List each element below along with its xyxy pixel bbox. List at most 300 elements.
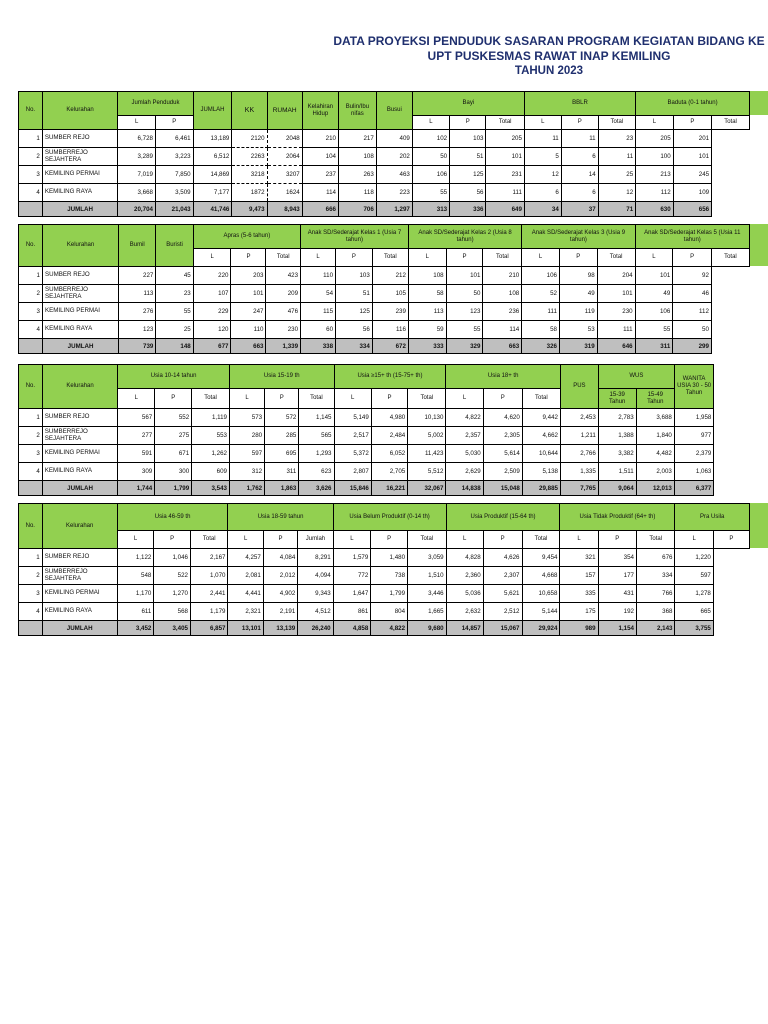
total-label: JUMLAH	[42, 621, 117, 636]
data-cell: 111	[597, 321, 635, 339]
data-cell: 1872	[232, 184, 267, 202]
total-cell: 3,543	[192, 481, 230, 496]
header-total: Total	[299, 389, 334, 409]
header-l: L	[412, 116, 449, 130]
data-cell: 4,980	[371, 409, 407, 427]
total-cell: 313	[412, 202, 449, 217]
data-cell: 108	[483, 285, 522, 303]
data-cell: 110	[231, 321, 266, 339]
data-cell: 2048	[267, 130, 302, 148]
data-cell: 977	[674, 427, 713, 445]
header-usia-tidak-produktif: Usia Tidak Produktif (64+ th)	[560, 504, 675, 531]
header-jumlah-penduduk: Jumlah Penduduk	[118, 92, 193, 116]
data-cell: 1,647	[333, 585, 371, 603]
data-cell: 5,621	[483, 585, 522, 603]
total-cell: 663	[231, 339, 266, 354]
header-p: P	[155, 116, 193, 130]
data-cell: 101	[673, 148, 711, 166]
total-cell: 7,765	[560, 481, 598, 496]
total-cell: 21,043	[155, 202, 193, 217]
data-cell: 1,179	[190, 603, 228, 621]
header-l: L	[334, 389, 371, 409]
data-cell: 114	[302, 184, 338, 202]
data-cell: 9,442	[522, 409, 560, 427]
header-p: P	[559, 249, 597, 267]
data-cell: 1624	[267, 184, 302, 202]
total-cell: 37	[561, 202, 598, 217]
data-cell: 112	[673, 303, 712, 321]
data-cell: 56	[450, 184, 486, 202]
data-cell: 7,177	[193, 184, 232, 202]
total-cell: 9,473	[232, 202, 267, 217]
row-number: 2	[19, 567, 43, 585]
total-cell: 3,405	[154, 621, 191, 636]
data-cell: 103	[336, 267, 373, 285]
total-cell: 336	[450, 202, 486, 217]
table-row	[19, 166, 750, 184]
data-cell: 55	[156, 303, 193, 321]
header-kelurahan: Kelurahan	[43, 225, 119, 267]
data-cell: 100	[636, 148, 674, 166]
data-cell: 597	[229, 445, 264, 463]
data-cell: 10,658	[522, 585, 560, 603]
data-cell: 2,321	[228, 603, 263, 621]
data-cell: 5,030	[446, 445, 483, 463]
data-cell: 4,662	[522, 427, 560, 445]
data-cell: 2,081	[228, 567, 263, 585]
table-children	[18, 224, 750, 354]
table-adolescents	[18, 364, 750, 496]
data-cell: 105	[372, 285, 408, 303]
data-cell: 5	[524, 148, 561, 166]
data-cell: 25	[598, 166, 636, 184]
header-overflow	[750, 503, 768, 548]
data-cell: 275	[155, 427, 192, 445]
data-cell: 245	[673, 166, 711, 184]
data-cell: 423	[266, 267, 301, 285]
header-overflow	[750, 91, 768, 115]
header-l: L	[117, 531, 154, 549]
data-cell: 409	[376, 130, 412, 148]
header-wus-15-49: 15-49 Tahun	[636, 389, 674, 409]
header-kelas-5: Anak SD/Sederajat Kelas 5 (Usia 11 tahun)	[635, 225, 749, 249]
table-row	[19, 184, 750, 202]
header-p: P	[598, 531, 636, 549]
data-cell: 237	[302, 166, 338, 184]
data-cell: 231	[486, 166, 524, 184]
table-row	[19, 585, 750, 603]
data-cell: 101	[446, 267, 483, 285]
row-number: 4	[19, 603, 43, 621]
data-cell: 5,138	[522, 463, 560, 481]
total-cell: 9,680	[408, 621, 447, 636]
header-total: Total	[266, 249, 301, 267]
data-cell: 209	[266, 285, 301, 303]
data-cell: 12	[598, 184, 636, 202]
data-cell: 202	[376, 148, 412, 166]
data-cell: 51	[336, 285, 373, 303]
data-cell: 2,629	[446, 463, 483, 481]
total-cell: 14,857	[446, 621, 483, 636]
kelurahan-name: SUMBER REJO	[42, 409, 118, 427]
data-cell: 8,291	[298, 549, 333, 567]
data-cell: 2,484	[371, 427, 407, 445]
data-cell: 335	[560, 585, 598, 603]
data-cell: 23	[598, 130, 636, 148]
header-total: Total	[190, 531, 228, 549]
data-cell: 7,850	[155, 166, 193, 184]
data-cell: 2,705	[371, 463, 407, 481]
data-cell: 2,167	[190, 549, 228, 567]
data-cell: 4,084	[263, 549, 297, 567]
data-cell: 11	[598, 148, 636, 166]
total-cell: 71	[598, 202, 636, 217]
data-cell: 58	[522, 321, 560, 339]
header-p: P	[483, 389, 522, 409]
data-cell: 112	[636, 184, 674, 202]
data-cell: 116	[372, 321, 408, 339]
data-cell: 123	[446, 303, 483, 321]
data-cell: 113	[119, 285, 156, 303]
total-row	[19, 339, 750, 354]
data-cell: 1,046	[154, 549, 191, 567]
header-kelurahan: Kelurahan	[42, 365, 118, 409]
kelurahan-name: KEMILING PERMAI	[42, 585, 117, 603]
total-label: JUMLAH	[42, 481, 118, 496]
header-busui: Busui	[376, 92, 412, 130]
data-cell: 553	[192, 427, 230, 445]
table-row	[19, 445, 750, 463]
data-cell: 106	[635, 303, 673, 321]
data-cell: 2,783	[598, 409, 636, 427]
data-cell: 1,335	[560, 463, 598, 481]
data-cell: 2,632	[446, 603, 483, 621]
data-cell: 23	[156, 285, 193, 303]
total-cell: 14,838	[446, 481, 483, 496]
header-total: Total	[408, 531, 447, 549]
data-cell: 55	[412, 184, 449, 202]
total-cell: 649	[486, 202, 524, 217]
row-number: 4	[19, 184, 43, 202]
header-usia-produktif: Usia Produktif (15-64 th)	[446, 504, 560, 531]
data-cell: 10,644	[522, 445, 560, 463]
header-p: P	[336, 249, 373, 267]
data-cell: 463	[376, 166, 412, 184]
data-cell: 50	[412, 148, 449, 166]
data-cell: 1,799	[371, 585, 408, 603]
data-cell: 45	[156, 267, 193, 285]
data-cell: 5,512	[408, 463, 446, 481]
data-cell: 217	[338, 130, 376, 148]
header-l: L	[675, 531, 713, 549]
data-cell: 205	[486, 130, 524, 148]
data-cell: 4,257	[228, 549, 263, 567]
data-cell: 2,509	[483, 463, 522, 481]
header-kk: KK	[232, 92, 267, 130]
data-cell: 49	[635, 285, 673, 303]
header-total: Total	[522, 389, 560, 409]
data-cell: 52	[522, 285, 560, 303]
total-cell: 666	[302, 202, 338, 217]
data-cell: 804	[371, 603, 408, 621]
data-cell: 7,019	[118, 166, 156, 184]
data-cell: 220	[193, 267, 231, 285]
total-cell: 34	[524, 202, 561, 217]
data-cell: 4,094	[298, 567, 333, 585]
row-number: 1	[19, 130, 43, 148]
data-cell: 157	[560, 567, 598, 585]
row-number: 3	[19, 303, 43, 321]
data-cell: 9,454	[522, 549, 560, 567]
data-cell: 230	[266, 321, 301, 339]
report-subtitle: UPT PUSKESMAS RAWAT INAP KEMILING	[427, 49, 671, 63]
data-cell: 107	[193, 285, 231, 303]
table-row	[19, 603, 750, 621]
data-cell: 101	[486, 148, 524, 166]
total-cell: 656	[673, 202, 711, 217]
header-total: Total	[408, 389, 446, 409]
row-number: 1	[19, 267, 43, 285]
data-cell: 50	[673, 321, 712, 339]
total-cell: 1,799	[155, 481, 192, 496]
header-l: L	[333, 531, 371, 549]
data-cell: 676	[636, 549, 674, 567]
kelurahan-name: SUMBERREJO SEJAHTERA	[42, 567, 117, 585]
data-cell: 368	[636, 603, 674, 621]
data-cell: 311	[265, 463, 299, 481]
header-kelurahan: Kelurahan	[42, 92, 118, 130]
total-cell: 15,067	[483, 621, 522, 636]
data-cell: 2,191	[263, 603, 297, 621]
data-cell: 476	[266, 303, 301, 321]
header-kelahiran-hidup: Kelahiran Hidup	[302, 92, 338, 130]
data-cell: 3,382	[598, 445, 636, 463]
kelurahan-name: SUMBERREJO SEJAHTERA	[42, 427, 118, 445]
data-cell: 104	[302, 148, 338, 166]
data-cell: 203	[231, 267, 266, 285]
data-cell: 277	[118, 427, 155, 445]
data-cell: 5,002	[408, 427, 446, 445]
row-number: 2	[19, 427, 43, 445]
data-cell: 2,517	[334, 427, 371, 445]
kelurahan-name: KEMILING RAYA	[43, 321, 119, 339]
data-cell: 125	[336, 303, 373, 321]
data-cell: 3,688	[636, 409, 674, 427]
total-cell: 3,626	[299, 481, 334, 496]
data-cell: 13,189	[193, 130, 232, 148]
table-row	[19, 427, 750, 445]
data-cell: 695	[265, 445, 299, 463]
data-cell: 2,453	[560, 409, 598, 427]
total-cell: 3,755	[675, 621, 713, 636]
total-cell: 6,857	[190, 621, 228, 636]
kelurahan-name: KEMILING RAYA	[42, 603, 117, 621]
header-p: P	[371, 389, 407, 409]
header-l: L	[524, 116, 561, 130]
data-cell: 2,305	[483, 427, 522, 445]
data-cell: 300	[155, 463, 192, 481]
header-l: L	[228, 531, 263, 549]
data-cell: 3,446	[408, 585, 447, 603]
data-cell: 113	[408, 303, 446, 321]
table-row	[19, 567, 750, 585]
data-cell: 5,149	[334, 409, 371, 427]
header-kelurahan: Kelurahan	[42, 504, 117, 549]
data-cell: 212	[372, 267, 408, 285]
total-cell: 148	[156, 339, 193, 354]
table-row	[19, 321, 750, 339]
total-row	[19, 621, 750, 636]
data-cell: 2,360	[446, 567, 483, 585]
data-cell: 285	[265, 427, 299, 445]
total-row	[19, 202, 750, 217]
header-pus: PUS	[560, 365, 598, 409]
total-cell: 13,101	[228, 621, 263, 636]
data-cell: 6	[561, 148, 598, 166]
data-cell: 55	[446, 321, 483, 339]
data-cell: 5,614	[483, 445, 522, 463]
header-wus-15-39: 15-39 Tahun	[598, 389, 636, 409]
data-cell: 6,728	[118, 130, 156, 148]
header-p: P	[450, 116, 486, 130]
header-total: Total	[483, 249, 522, 267]
data-cell: 2,807	[334, 463, 371, 481]
total-row-blank	[19, 339, 43, 354]
data-cell: 280	[229, 427, 264, 445]
data-cell: 230	[597, 303, 635, 321]
kelurahan-name: SUMBER REJO	[43, 267, 119, 285]
row-number: 3	[19, 166, 43, 184]
data-cell: 861	[333, 603, 371, 621]
data-cell: 108	[338, 148, 376, 166]
data-cell: 431	[598, 585, 636, 603]
data-cell: 101	[597, 285, 635, 303]
data-cell: 548	[117, 567, 154, 585]
data-cell: 3218	[232, 166, 267, 184]
header-kelas-2: Anak SD/Sederajat Kelas 2 (Usia 8 tahun)	[408, 225, 521, 249]
header-p: P	[155, 389, 192, 409]
kelurahan-name: SUMBERREJO SEJAHTERA	[43, 285, 119, 303]
data-cell: 239	[372, 303, 408, 321]
data-cell: 312	[229, 463, 264, 481]
data-cell: 1,278	[675, 585, 713, 603]
data-cell: 120	[193, 321, 231, 339]
data-cell: 6,461	[155, 130, 193, 148]
total-cell: 1,762	[229, 481, 264, 496]
header-usia-10-14: Usia 10-14 tahun	[118, 365, 230, 389]
data-cell: 109	[673, 184, 711, 202]
data-cell: 213	[636, 166, 674, 184]
data-cell: 2064	[267, 148, 302, 166]
total-cell: 646	[597, 339, 635, 354]
total-cell: 630	[636, 202, 674, 217]
data-cell: 1,840	[636, 427, 674, 445]
data-cell: 5,372	[334, 445, 371, 463]
header-no: No.	[19, 365, 43, 409]
kelurahan-name: KEMILING PERMAI	[43, 303, 119, 321]
data-cell: 12	[524, 166, 561, 184]
table-population	[18, 91, 750, 217]
data-cell: 1,665	[408, 603, 447, 621]
table-row	[19, 303, 750, 321]
total-cell: 1,863	[265, 481, 299, 496]
data-cell: 106	[522, 267, 560, 285]
header-usia-belum-produktif: Usia Belum Produktif (0-14 th)	[333, 504, 446, 531]
data-cell: 2,379	[674, 445, 713, 463]
data-cell: 321	[560, 549, 598, 567]
data-cell: 2120	[232, 130, 267, 148]
data-cell: 177	[598, 567, 636, 585]
data-cell: 11	[524, 130, 561, 148]
data-cell: 3,223	[155, 148, 193, 166]
data-cell: 573	[229, 409, 264, 427]
kelurahan-name: KEMILING RAYA	[42, 463, 118, 481]
data-cell: 49	[559, 285, 597, 303]
total-cell: 1,339	[266, 339, 301, 354]
data-cell: 119	[559, 303, 597, 321]
data-cell: 2,766	[560, 445, 598, 463]
data-cell: 9,343	[298, 585, 333, 603]
header-overflow	[750, 224, 768, 266]
data-cell: 50	[446, 285, 483, 303]
total-cell: 3,452	[117, 621, 154, 636]
data-cell: 102	[412, 130, 449, 148]
data-cell: 201	[673, 130, 711, 148]
data-cell: 3,509	[155, 184, 193, 202]
data-cell: 6	[561, 184, 598, 202]
data-cell: 4,512	[298, 603, 333, 621]
header-l: L	[301, 249, 336, 267]
total-cell: 2,143	[636, 621, 674, 636]
data-cell: 114	[483, 321, 522, 339]
data-cell: 210	[483, 267, 522, 285]
data-cell: 11	[561, 130, 598, 148]
data-cell: 1,270	[154, 585, 191, 603]
table-adults	[18, 503, 750, 636]
data-cell: 227	[119, 267, 156, 285]
header-total: Total	[711, 249, 749, 267]
report-title: DATA PROYEKSI PENDUDUK SASARAN PROGRAM KEGIATAN BIDANG KE	[333, 34, 765, 48]
header-bumil: Bumil	[119, 225, 156, 267]
kelurahan-name: SUMBERREJO SEJAHTERA	[42, 148, 118, 166]
data-cell: 247	[231, 303, 266, 321]
data-cell: 6	[524, 184, 561, 202]
table-row	[19, 285, 750, 303]
header-p: P	[673, 249, 712, 267]
row-number: 2	[19, 285, 43, 303]
data-cell: 766	[636, 585, 674, 603]
data-cell: 53	[559, 321, 597, 339]
header-p: P	[673, 116, 711, 130]
data-cell: 1,579	[333, 549, 371, 567]
header-total: Total	[192, 389, 230, 409]
data-cell: 671	[155, 445, 192, 463]
data-cell: 101	[231, 285, 266, 303]
data-cell: 1,070	[190, 567, 228, 585]
population-table	[18, 91, 750, 217]
header-l: L	[118, 116, 156, 130]
total-cell: 13,139	[263, 621, 297, 636]
data-cell: 58	[408, 285, 446, 303]
data-cell: 609	[192, 463, 230, 481]
header-l: L	[560, 531, 598, 549]
data-cell: 738	[371, 567, 408, 585]
data-cell: 611	[117, 603, 154, 621]
data-cell: 772	[333, 567, 371, 585]
header-total: Total	[522, 531, 560, 549]
data-cell: 4,620	[483, 409, 522, 427]
kelurahan-name: KEMILING PERMAI	[42, 445, 118, 463]
